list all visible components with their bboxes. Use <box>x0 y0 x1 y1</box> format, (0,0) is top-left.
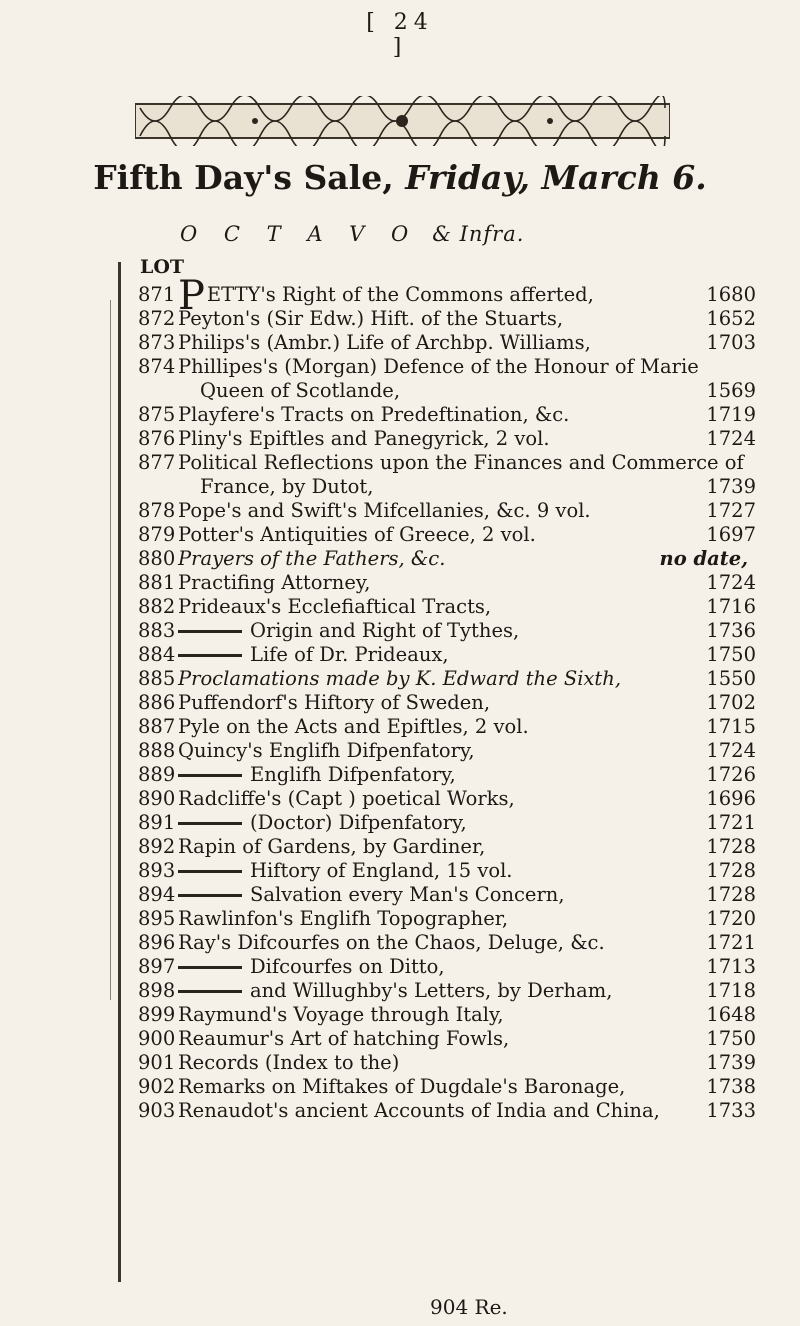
infra-label: & Infra. <box>432 222 525 246</box>
lot-entry <box>138 715 778 739</box>
lot-title-text: Proclamations made by K. Edward the Sixth, <box>178 667 622 690</box>
lot-entry <box>138 1003 778 1027</box>
lot-title <box>178 979 612 1003</box>
lot-title-text: Puffendorf's Hiftory of Sweden, <box>178 691 491 714</box>
lot-title <box>178 1003 504 1027</box>
lot-year: 1716 <box>706 595 756 618</box>
lot-entry <box>138 811 778 835</box>
lot-entry <box>138 619 778 643</box>
lot-year: 1726 <box>706 763 756 786</box>
lot-year: 1703 <box>706 331 756 354</box>
lot-entry <box>138 763 778 787</box>
lot-number: 896 <box>138 931 176 954</box>
lot-number: 894 <box>138 883 176 906</box>
lot-year: 1569 <box>706 379 756 402</box>
lot-number: 897 <box>138 955 176 978</box>
ditto-dash <box>178 870 242 873</box>
lot-entry <box>138 451 778 499</box>
lot-title-text: Pope's and Swift's Mifcellanies, &c. 9 vol. <box>178 499 591 522</box>
lot-entry <box>138 835 778 859</box>
lot-year: 1719 <box>706 403 756 426</box>
lot-entry <box>138 547 778 571</box>
catchword: 904 Re. <box>430 1295 508 1319</box>
lot-year: 1750 <box>706 643 756 666</box>
lot-title <box>178 859 513 883</box>
lot-entry <box>138 691 778 715</box>
lot-title-text: Difcourfes on Ditto, <box>250 955 445 978</box>
drop-capital: P <box>178 273 205 319</box>
lot-year: 1680 <box>706 283 756 306</box>
lot-number: 878 <box>138 499 176 522</box>
lot-entry <box>138 1075 778 1099</box>
lot-number: 898 <box>138 979 176 1002</box>
lot-year: 1733 <box>706 1099 756 1122</box>
lot-entry <box>138 499 778 523</box>
lot-title-text: Phillipes's (Morgan) Defence of the Honour of Marie <box>178 355 699 378</box>
lot-year: no date, <box>659 547 748 570</box>
decorative-ornament-band <box>135 96 670 146</box>
lot-title-text: and Willughby's Letters, by Derham, <box>250 979 613 1002</box>
ditto-dash <box>178 990 242 993</box>
lot-entry <box>138 427 778 451</box>
lot-number: 885 <box>138 667 176 690</box>
lot-year: 1696 <box>706 787 756 810</box>
lot-entry <box>138 955 778 979</box>
heading-month: March 6. <box>541 158 707 197</box>
lot-number: 882 <box>138 595 176 618</box>
lot-year: 1750 <box>706 1027 756 1050</box>
lot-title-text: Hiftory of England, 15 vol. <box>250 859 513 882</box>
lot-number: 891 <box>138 811 176 834</box>
lot-title-continued: France, by Dutot, <box>200 475 374 498</box>
lot-year: 1721 <box>706 811 756 834</box>
lot-entry <box>138 403 778 427</box>
lot-entry <box>138 1099 778 1123</box>
lot-entry <box>138 859 778 883</box>
lot-year: 1736 <box>706 619 756 642</box>
lot-title <box>178 763 456 787</box>
ditto-dash <box>178 654 242 657</box>
lot-column-label: LOT <box>140 256 185 278</box>
lot-title-text: Rawlinfon's Englifh Topographer, <box>178 907 509 930</box>
lot-year: 1724 <box>706 427 756 450</box>
lot-year: 1702 <box>706 691 756 714</box>
lot-year: 1739 <box>706 475 756 498</box>
lot-title <box>178 691 490 715</box>
lot-number: 887 <box>138 715 176 738</box>
lot-number: 876 <box>138 427 176 450</box>
lot-number: 886 <box>138 691 176 714</box>
lot-title <box>178 811 467 835</box>
lot-year: 1727 <box>706 499 756 522</box>
lot-title-text: Englifh Difpenfatory, <box>250 763 456 786</box>
lot-entry <box>138 307 778 331</box>
lot-title-text: Potter's Antiquities of Greece, 2 vol. <box>178 523 536 546</box>
lot-title <box>178 667 621 691</box>
lot-number: 888 <box>138 739 176 762</box>
ditto-dash <box>178 630 242 633</box>
lot-title-text: Renaudot's ancient Accounts of India and China, <box>178 1099 660 1122</box>
lot-title-text: Prideaux's Ecclefiaftical Tracts, <box>178 595 492 618</box>
lot-entry <box>138 1051 778 1075</box>
lot-number: 883 <box>138 619 176 642</box>
lot-entry <box>138 523 778 547</box>
lot-number: 873 <box>138 331 176 354</box>
lot-year: 1721 <box>706 931 756 954</box>
lot-title <box>178 715 529 739</box>
lot-title <box>178 427 550 451</box>
lot-entry <box>138 979 778 1003</box>
lot-title <box>178 523 536 547</box>
lot-number: 893 <box>138 859 176 882</box>
lot-number: 901 <box>138 1051 176 1074</box>
lot-year: 1724 <box>706 739 756 762</box>
margin-rule <box>118 262 121 1282</box>
lot-title-text: Ray's Difcourfes on the Chaos, Deluge, &c. <box>178 931 605 954</box>
lot-number: 889 <box>138 763 176 786</box>
lot-number: 902 <box>138 1075 176 1098</box>
lot-list <box>138 273 778 1123</box>
lot-year: 1550 <box>706 667 756 690</box>
lot-number: 871 <box>138 283 176 306</box>
lot-title <box>178 931 605 955</box>
lot-number: 892 <box>138 835 176 858</box>
lot-title <box>178 571 371 595</box>
lot-entry <box>138 1027 778 1051</box>
format-subheading <box>180 222 524 246</box>
lot-entry <box>138 571 778 595</box>
lot-title <box>178 955 445 979</box>
lot-number: 877 <box>138 451 176 474</box>
lot-title-text: Pliny's Epiftles and Panegyrick, 2 vol. <box>178 427 550 450</box>
lot-title-text: Pyle on the Acts and Epiftles, 2 vol. <box>178 715 529 738</box>
lot-number: 881 <box>138 571 176 594</box>
lot-year: 1713 <box>706 955 756 978</box>
lot-year: 1718 <box>706 979 756 1002</box>
lot-title-text: Salvation every Man's Concern, <box>250 883 565 906</box>
lot-title <box>178 403 569 427</box>
lot-number: 895 <box>138 907 176 930</box>
lot-title <box>178 331 591 355</box>
lot-title <box>178 619 519 643</box>
lot-title-text: Practifing Attorney, <box>178 571 371 594</box>
lot-number: 890 <box>138 787 176 810</box>
lot-title-text: Raymund's Voyage through Italy, <box>178 1003 504 1026</box>
lot-entry <box>138 907 778 931</box>
lot-year: 1728 <box>706 883 756 906</box>
heading-weekday: Friday, <box>405 158 530 197</box>
lot-year: 1728 <box>706 859 756 882</box>
lot-year: 1720 <box>706 907 756 930</box>
lot-title-text: Rapin of Gardens, by Gardiner, <box>178 835 486 858</box>
lot-title <box>178 1027 509 1051</box>
lot-title <box>178 835 485 859</box>
lot-number: 899 <box>138 1003 176 1026</box>
lot-year: 1724 <box>706 571 756 594</box>
lot-number: 884 <box>138 643 176 666</box>
lot-year: 1739 <box>706 1051 756 1074</box>
sale-day-heading <box>0 158 800 197</box>
lot-year: 1738 <box>706 1075 756 1098</box>
lot-title <box>178 499 591 523</box>
lot-title-text: Reaumur's Art of hatching Fowls, <box>178 1027 510 1050</box>
lot-title-text: Radcliffe's (Capt ) poetical Works, <box>178 787 515 810</box>
lot-title <box>178 1075 625 1099</box>
lot-number: 872 <box>138 307 176 330</box>
lot-title <box>178 787 515 811</box>
lot-title <box>178 307 563 331</box>
lot-entry <box>138 931 778 955</box>
lot-title-text: Playfere's Tracts on Predeftination, &c. <box>178 403 570 426</box>
lot-number: 880 <box>138 547 176 570</box>
lot-year: 1652 <box>706 307 756 330</box>
lot-title-text: Quincy's Englifh Difpenfatory, <box>178 739 475 762</box>
lot-title <box>178 451 744 475</box>
lot-entry <box>138 331 778 355</box>
lot-title-text: Origin and Right of Tythes, <box>250 619 520 642</box>
page-number: [ 24 ] <box>366 10 434 60</box>
lot-entry <box>138 667 778 691</box>
lot-entry <box>138 883 778 907</box>
lot-title <box>178 355 699 379</box>
lot-year: 1715 <box>706 715 756 738</box>
format-label: O C T A V O <box>180 222 419 246</box>
lot-number: 875 <box>138 403 176 426</box>
ditto-dash <box>178 822 242 825</box>
lot-entry <box>138 739 778 763</box>
lot-title-text: Remarks on Miftakes of Dugdale's Baronage, <box>178 1075 626 1098</box>
lot-entry <box>138 787 778 811</box>
lot-entry <box>138 643 778 667</box>
lot-title <box>178 907 508 931</box>
lot-number: 903 <box>138 1099 176 1122</box>
lot-title <box>178 883 565 907</box>
lot-number: 900 <box>138 1027 176 1050</box>
lot-title <box>178 643 449 667</box>
lot-title <box>178 547 445 571</box>
lot-title-continued: Queen of Scotlande, <box>200 379 401 402</box>
lot-title <box>178 595 491 619</box>
lot-number: 874 <box>138 355 176 378</box>
lot-number: 879 <box>138 523 176 546</box>
lot-entry <box>138 355 778 403</box>
lot-year: 1728 <box>706 835 756 858</box>
lot-title-text: Political Reflections upon the Finances and Commerce of <box>178 451 744 474</box>
lot-title-text: Philips's (Ambr.) Life of Archbp. Williams, <box>178 331 591 354</box>
ditto-dash <box>178 774 242 777</box>
lot-title-text: Peyton's (Sir Edw.) Hift. of the Stuarts, <box>178 307 564 330</box>
margin-rule-thin <box>110 300 111 1000</box>
heading-day: Fifth Day's Sale, <box>93 158 394 197</box>
lot-title <box>178 739 475 763</box>
lot-title-text: (Doctor) Difpenfatory, <box>250 811 467 834</box>
lot-title-text: ETTY's Right of the Commons afferted, <box>206 283 594 306</box>
lot-year: 1648 <box>706 1003 756 1026</box>
lot-title <box>178 1051 399 1075</box>
lot-title-text: Records (Index to the) <box>178 1051 400 1074</box>
lot-entry <box>138 595 778 619</box>
lot-title <box>178 1099 660 1123</box>
ditto-dash <box>178 966 242 969</box>
lot-title-text: Life of Dr. Prideaux, <box>250 643 449 666</box>
lot-year: 1697 <box>706 523 756 546</box>
ditto-dash <box>178 894 242 897</box>
lot-title-text: Prayers of the Fathers, &c. <box>178 547 446 570</box>
